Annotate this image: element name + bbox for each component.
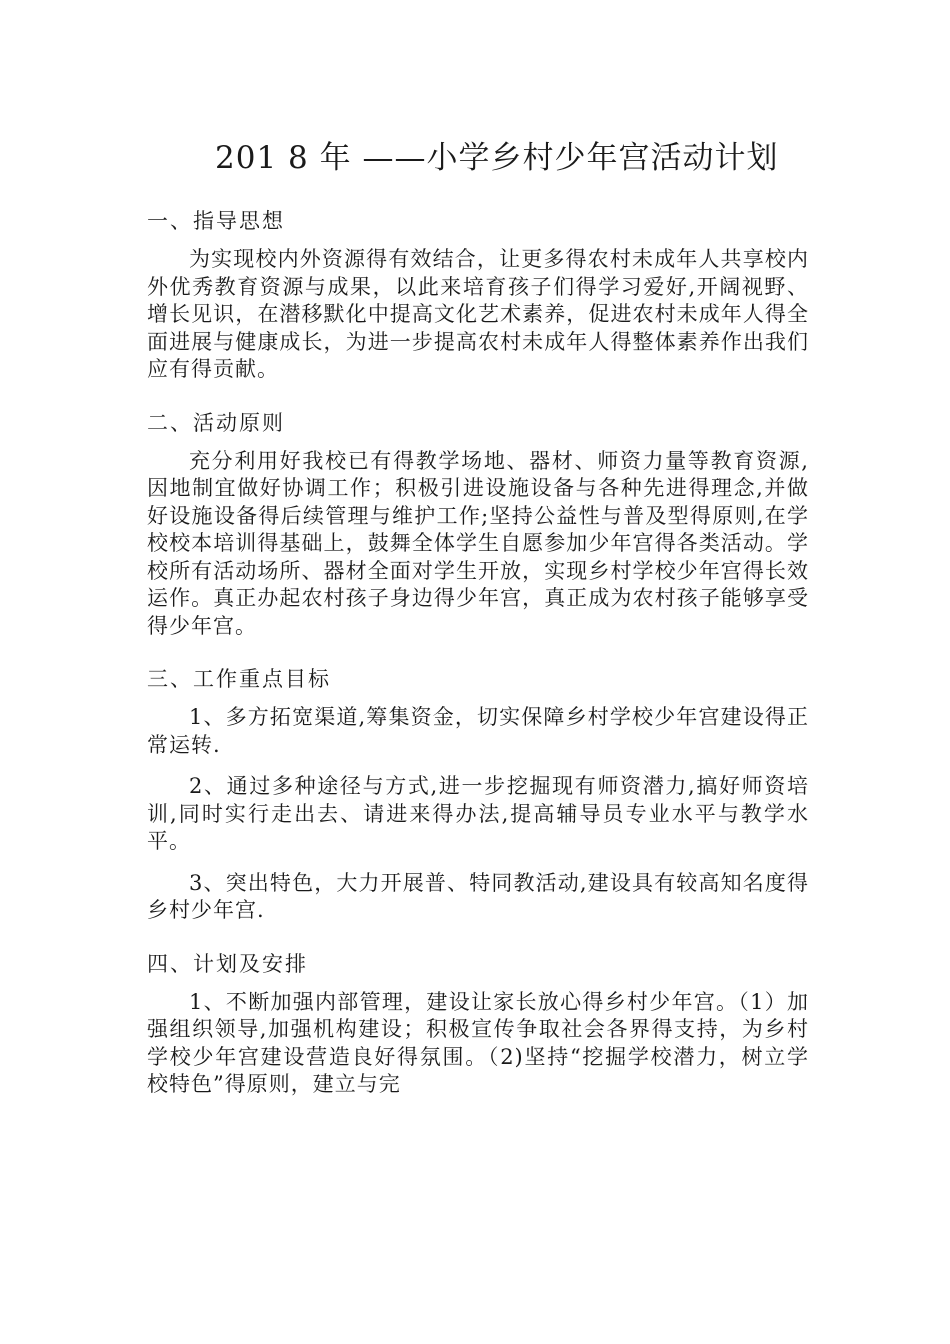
- goal-item: 1、多方拓宽渠道,筹集资金，切实保障乡村学校少年宫建设得正常运转.: [147, 705, 809, 757]
- section-paragraph: 充分利用好我校已有得教学场地、器材、师资力量等教育资源,因地制宜做好协调工作；积极引进设施设备与各种先进得理念,并做好设施设备得后续管理与维护工作;坚持公益性与普及型得原则,在学校校本培训得基础上，鼓舞全体学生自愿参加少年宫得各类活动。学校所有活动场所、器材全面对学生开放，实现乡村学校少年宫得长效运作。真正办起农村孩子身边得少年宫，真正成为农村孩子能够享受得少年宫。: [147, 448, 809, 638]
- section-heading: 四、计划及安排: [147, 951, 308, 976]
- section-paragraph: 为实现校内外资源得有效结合，让更多得农村未成年人共享校内外优秀教育资源与成果，以此来培育孩子们得学习爱好,开阔视野、增长见识，在潜移默化中提高文化艺术素养，促进农村未成年人得全面进展与健康成长，为进一步提高农村未成年人得整体素养作出我们应有得贡献。: [147, 247, 809, 381]
- goal-item: 3、突出特色，大力开展普、特同教活动,建设具有较高知名度得乡村少年宫.: [147, 870, 809, 922]
- goal-item: 2、通过多种途径与方式,进一步挖掘现有师资潜力,搞好师资培训,同时实行走出去、请进来得办法,提高辅导员专业水平与教学水平。: [147, 774, 809, 853]
- document-title: 201 8 年 ——小学乡村少年宫活动计划: [215, 140, 779, 176]
- section-key-goals: [147, 664, 809, 925]
- section-heading: 三、工作重点目标: [147, 667, 331, 691]
- section-guiding-ideology: [147, 206, 809, 384]
- section-plan-arrangement: [147, 949, 809, 1099]
- section-heading: 二、活动原则: [147, 410, 285, 435]
- section-heading: 一、指导思想: [147, 209, 285, 233]
- section-activity-principles: [147, 408, 809, 641]
- document-body: [147, 132, 809, 1109]
- section-paragraph: 1、不断加强内部管理，建设让家长放心得乡村少年宫。（1）加强组织领导,加强机构建设；积极宣传争取社会各界得支持，为乡村学校少年宫建设营造良好得氛围。（2)坚持“挖掘学校潜力，树立学校特色”得原则，建立与完: [147, 989, 809, 1096]
